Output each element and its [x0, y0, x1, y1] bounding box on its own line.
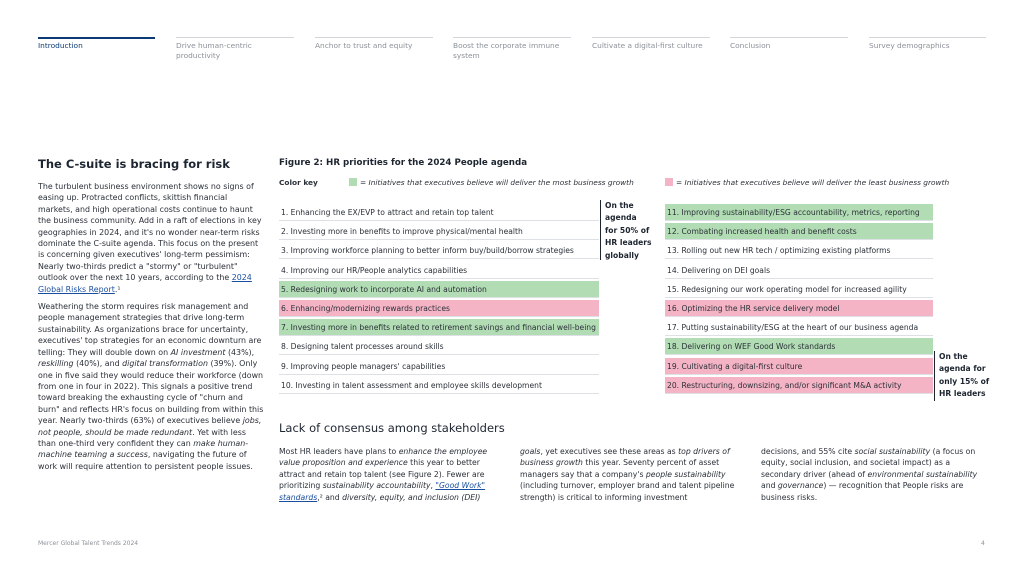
priority-row-4: 14. Delivering on DEI goals	[665, 262, 933, 279]
callout-line: for 50% of	[605, 225, 650, 235]
figure-title: Figure 2: HR priorities for the 2024 People agenda	[279, 158, 528, 168]
priority-row-7: 17. Putting sustainability/ESG at the heart of our business agenda	[665, 319, 933, 336]
nav-item-demographics[interactable]: Survey demographics	[869, 37, 986, 67]
text: Most HR leaders have plans to	[279, 447, 399, 456]
consensus-col-1	[279, 446, 505, 503]
priority-row-1: 11. Improving sustainability/ESG accountability, metrics, reporting	[665, 204, 933, 221]
text: ) — recognition that People risks are business risks.	[761, 481, 964, 502]
emphasis: sustainability accountability	[322, 481, 431, 491]
nav-item-conclusion[interactable]: Conclusion	[730, 37, 848, 67]
color-key-green: = Initiatives that executives believe will deliver the most business growth	[360, 178, 634, 187]
emphasis: social sustainability	[854, 447, 931, 456]
paragraph	[38, 301, 264, 472]
text: .¹	[114, 284, 121, 294]
pink-swatch	[665, 178, 673, 186]
color-key-label: Color key	[279, 178, 318, 187]
priority-row-10: 20. Restructuring, downsizing, and/or significant M&A activity	[665, 377, 933, 394]
text: (40%), and	[73, 359, 123, 369]
page-number: 4	[981, 540, 985, 547]
priority-row-3: 13. Rolling out new HR tech / optimizing existing platforms	[665, 242, 933, 259]
text: (including turnover, employer brand and talent pipeline strength) is critical to informing investment	[520, 481, 735, 502]
left-body-text	[38, 181, 264, 478]
emphasis: jobs, not people, should be made redundant	[38, 416, 262, 437]
priority-row-6: 16. Optimizing the HR service delivery model	[665, 300, 933, 317]
emphasis: people sustainability	[645, 469, 726, 479]
callout-line: agenda	[605, 213, 637, 223]
priority-row-3: 3. Improving workforce planning to better inform buy/build/borrow strategies	[279, 242, 599, 259]
callout-line: HR leaders	[939, 389, 986, 399]
priority-row-2: 2. Investing more in benefits to improve physical/mental health	[279, 223, 599, 240]
emphasis: top drivers of business growth	[520, 447, 730, 468]
callout-bottom-agenda	[934, 351, 995, 401]
text: (43%),	[225, 347, 255, 357]
nav-item-trust[interactable]: Anchor to trust and equity	[315, 37, 433, 67]
callout-line: On the	[605, 201, 634, 210]
priority-row-4: 4. Improving our HR/People analytics capabilities	[279, 262, 599, 279]
text: The turbulent business environment shows no signs of easing up. Protracted conflicts, skittish financial markets, and high operational costs continue to haunt the business community. Add in a raft of elections in key geographies in 2024, and it's no wonder near-term risks dominate the C-suite agenda. This focus on the present is concerning given executives' long-term pessimism: Nearly two-thirds predict a "stormy" or "turbulent" outlook over the next 10 years, according to the	[38, 182, 262, 283]
nav-item-immune-system[interactable]: Boost the corporate immune system	[453, 37, 571, 67]
emphasis: reskilling	[38, 359, 74, 369]
emphasis: make human-machine teaming a success	[38, 438, 249, 460]
emphasis: goals	[520, 447, 541, 456]
text: decisions, and 55% cite	[761, 447, 855, 456]
text: (39%). Only one in five said they would reduce their workforce (down from one in four in 2022). This signals a positive trend toward breaking the exhausting cycle of "churn and burn" and reflects HR's focus on building from within this year. Nearly two-thirds (63%) of executives believe	[38, 359, 264, 426]
nav-item-digital-culture[interactable]: Cultivate a digital-first culture	[592, 37, 710, 67]
consensus-col-3	[761, 446, 987, 503]
priority-row-8: 18. Delivering on WEF Good Work standards	[665, 338, 933, 355]
priority-row-2: 12. Combating increased health and benefit costs	[665, 223, 933, 240]
paragraph	[38, 181, 264, 295]
emphasis: environmental sustainability	[867, 469, 978, 479]
section-title-risk: The C-suite is bracing for risk	[38, 157, 230, 171]
priority-row-9: 9. Improving people managers' capabilities	[279, 358, 599, 375]
nav-item-productivity[interactable]: Drive human-centric productivity	[176, 37, 294, 67]
color-key-pink: = Initiatives that executives believe will deliver the least business growth	[676, 178, 950, 187]
priority-row-6: 6. Enhancing/modernizing rewards practices	[279, 300, 599, 317]
priority-row-5: 15. Redesigning our work operating model for increased agility	[665, 281, 933, 298]
callout-line: agenda for	[939, 364, 986, 374]
priority-row-7: 7. Investing more in benefits related to retirement savings and financial well-being	[279, 319, 599, 336]
callout-line: globally	[605, 250, 639, 260]
text: ,² and	[317, 492, 343, 502]
global-risks-report-link[interactable]: 2024 Global Risks Report	[38, 273, 252, 294]
green-swatch	[349, 178, 357, 186]
callout-line: only 15% of	[939, 376, 990, 386]
text: this year to better attract and retain top talent (see Figure 2). Fewer are prioritizing	[279, 458, 485, 491]
text: (a focus on equity, social inclusion, and societal impact) as a secondary driver (ahead of	[761, 447, 976, 479]
callout-line: HR leaders	[605, 238, 652, 248]
text: ,	[430, 481, 436, 491]
text: this year. Seventy percent of asset managers say that a company's	[520, 458, 720, 479]
emphasis: diversity, equity, and inclusion (DEI)	[342, 492, 481, 502]
priority-row-8: 8. Designing talent processes around skills	[279, 338, 599, 355]
priority-row-9: 19. Cultivating a digital-first culture	[665, 358, 933, 375]
priority-row-10: 10. Investing in talent assessment and employee skills development	[279, 377, 599, 394]
text: and	[761, 481, 778, 491]
emphasis: governance	[777, 481, 824, 491]
emphasis: digital transformation	[122, 359, 208, 369]
section-title-consensus: Lack of consensus among stakeholders	[279, 421, 505, 435]
callout-line: On the	[939, 352, 968, 361]
priority-row-1: 1. Enhancing the EX/EVP to attract and retain top talent	[279, 204, 599, 221]
section-nav	[38, 37, 986, 67]
callout-top-agenda	[600, 200, 661, 260]
priority-row-5: 5. Redesigning work to incorporate AI and automation	[279, 281, 599, 298]
nav-item-introduction[interactable]: Introduction	[38, 37, 155, 67]
good-work-standards-link[interactable]: "Good Work" standards	[279, 481, 486, 502]
emphasis: AI investment	[170, 347, 226, 357]
text: Weathering the storm requires risk management and people management strategies that drive long-term sustainability. As organizations brace for uncertainty, executives' top strategies for an economic downturn are telling: They will double down on	[38, 302, 262, 357]
text: , navigating the future of work will require attention to persistent people issues.	[38, 450, 253, 471]
text: . Yet with less than one-third very confident they can	[38, 427, 246, 448]
footer-text: Mercer Global Talent Trends 2024	[38, 540, 139, 547]
text: , yet executives see these areas as	[540, 447, 679, 456]
consensus-col-2	[520, 446, 746, 503]
emphasis: enhance the employee value proposition and experience	[279, 447, 488, 468]
